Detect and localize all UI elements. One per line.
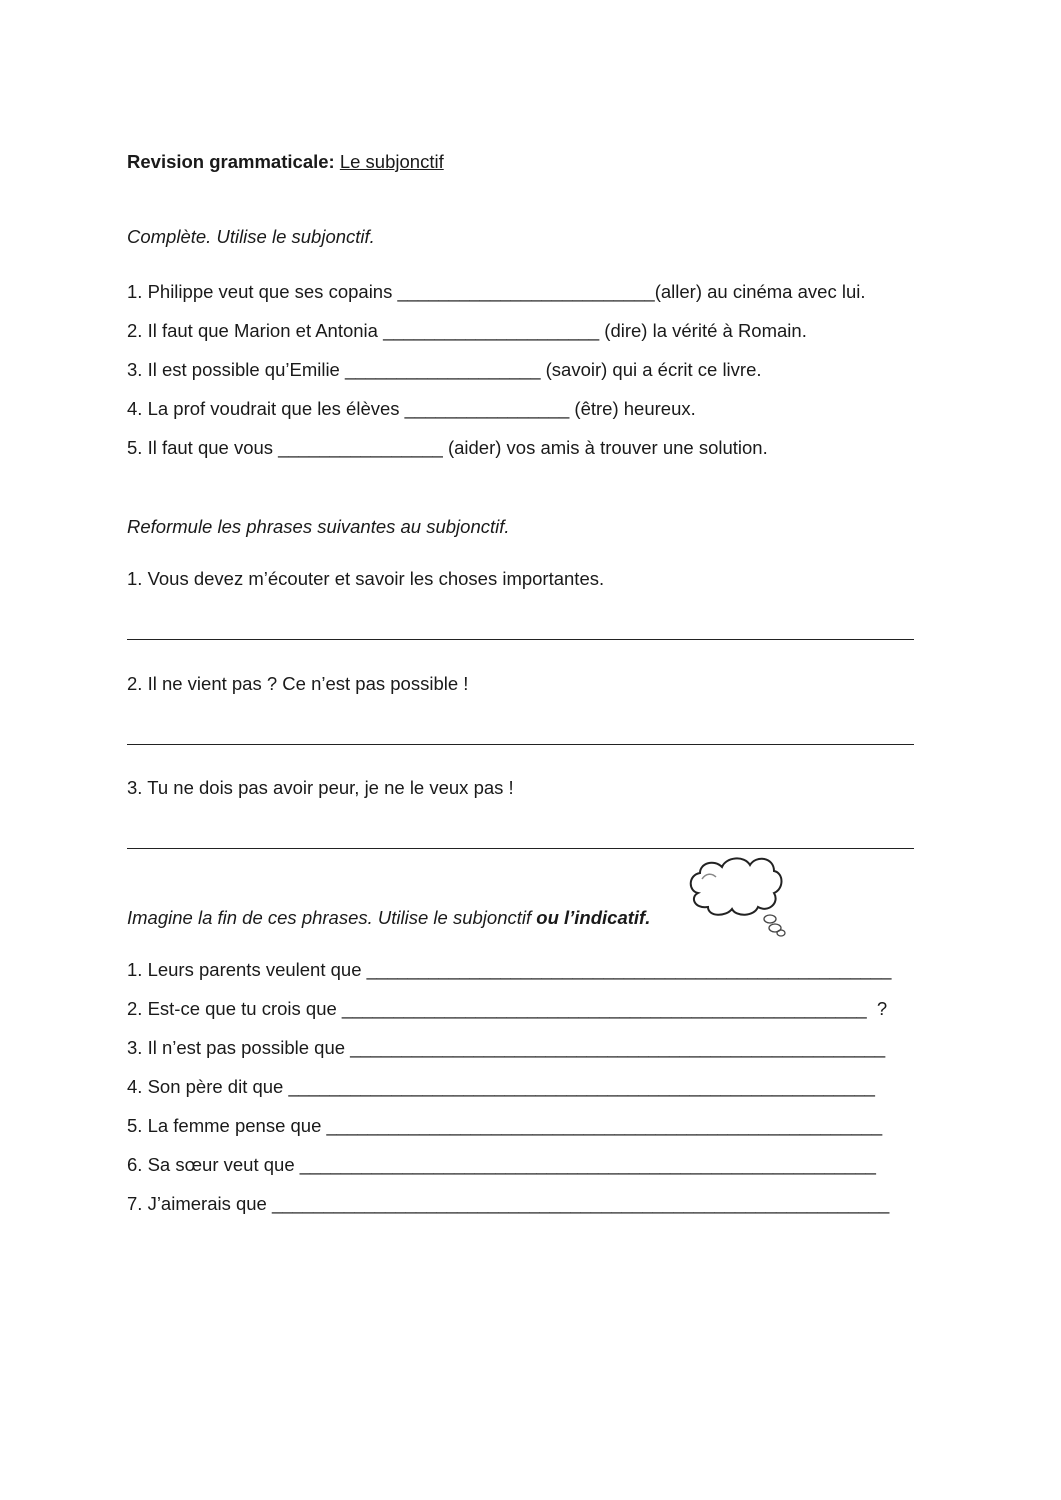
section3-instruction (127, 909, 650, 928)
section2-item: 1. Vous devez m’écouter et savoir les choses importantes. (127, 568, 605, 589)
section3-item: 4. Son père dit que _________________________________________________________ (127, 1076, 875, 1097)
section3-item: 5. La femme pense que ______________________________________________________ (127, 1115, 883, 1136)
section2-item: 3. Tu ne dois pas avoir peur, je ne le veux pas ! (127, 777, 514, 798)
section3-instruction-bold: ou l’indicatif. (536, 907, 651, 928)
section1-instruction: Complète. Utilise le subjonctif. (127, 226, 375, 247)
thought-cloud-icon (684, 853, 788, 939)
answer-line (127, 848, 914, 849)
section3-item: 2. Est-ce que tu crois que ___________________________________________________ ? (127, 998, 888, 1019)
section1-item: 2. Il faut que Marion et Antonia _____________________ (dire) la vérité à Romain. (127, 320, 807, 341)
title-topic: Le subjonctif (339, 151, 444, 172)
section3-item: 7. J’aimerais que ____________________________________________________________ (127, 1193, 890, 1214)
section1-item: 3. Il est possible qu’Emilie ___________________ (savoir) qui a écrit ce livre. (127, 359, 762, 380)
answer-line (127, 744, 914, 745)
section3-item: 1. Leurs parents veulent que ___________________________________________________ (127, 959, 892, 980)
section2-item: 2. Il ne vient pas ? Ce n’est pas possible ! (127, 673, 469, 694)
section3-instruction-italic: Imagine la fin de ces phrases. Utilise le subjonctif (127, 907, 537, 928)
title-label: Revision grammaticale: (127, 151, 335, 172)
page-title (127, 153, 444, 172)
section3-item: 6. Sa sœur veut que ________________________________________________________ (127, 1154, 876, 1175)
section2-instruction: Reformule les phrases suivantes au subjonctif. (127, 516, 510, 537)
section3-item: 3. Il n’est pas possible que ____________________________________________________ (127, 1037, 886, 1058)
section1-item: 1. Philippe veut que ses copains _________________________(aller) au cinéma avec lui. (127, 281, 866, 302)
section1-item: 5. Il faut que vous ________________ (aider) vos amis à trouver une solution. (127, 437, 768, 458)
answer-line (127, 639, 914, 640)
section1-item: 4. La prof voudrait que les élèves ________________ (être) heureux. (127, 398, 696, 419)
